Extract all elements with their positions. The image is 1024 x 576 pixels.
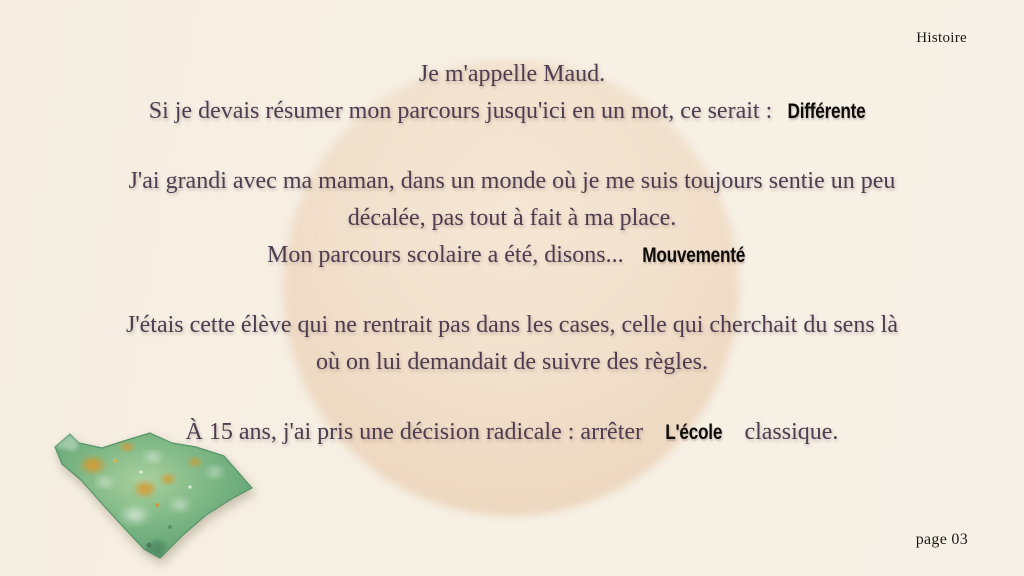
story-line <box>0 237 1024 274</box>
story-segment: classique. <box>744 419 839 445</box>
highlight-word-mouvemente: Mouvementé <box>641 244 745 267</box>
story-line <box>0 56 1024 93</box>
page-number: page 03 <box>915 531 968 548</box>
paragraph-childhood <box>0 163 1024 274</box>
story-segment: décalée, pas tout à fait à ma place. <box>347 205 677 231</box>
highlight-word-differente: Différente <box>787 100 866 123</box>
highlight-word-lecole: L'école <box>665 421 723 444</box>
story-segment: où on lui demandait de suivre des règles. <box>316 349 708 375</box>
stone-svg <box>45 427 259 569</box>
section-label: Histoire <box>916 30 967 46</box>
story-segment: À 15 ans, j'ai pris une décision radicale : arrêter <box>185 419 644 445</box>
story-segment: Mon parcours scolaire a été, disons... <box>267 242 624 268</box>
story-line <box>0 200 1024 237</box>
story-line <box>0 307 1024 344</box>
paragraph-school <box>0 307 1024 381</box>
story-line <box>0 163 1024 200</box>
story-segment: J'ai grandi avec ma maman, dans un monde où je me suis toujours sentie un peu <box>128 168 896 194</box>
story-segment: Si je devais résumer mon parcours jusqu'ici en un mot, ce serait : <box>148 98 773 124</box>
story-segment: Je m'appelle Maud. <box>418 61 606 87</box>
story-segment: J'étais cette élève qui ne rentrait pas dans les cases, celle qui cherchait du sens là <box>125 312 898 338</box>
green-mineral-stone-image <box>45 427 259 569</box>
story-line <box>0 344 1024 381</box>
paragraph-intro <box>0 56 1024 130</box>
story-line <box>0 93 1024 130</box>
